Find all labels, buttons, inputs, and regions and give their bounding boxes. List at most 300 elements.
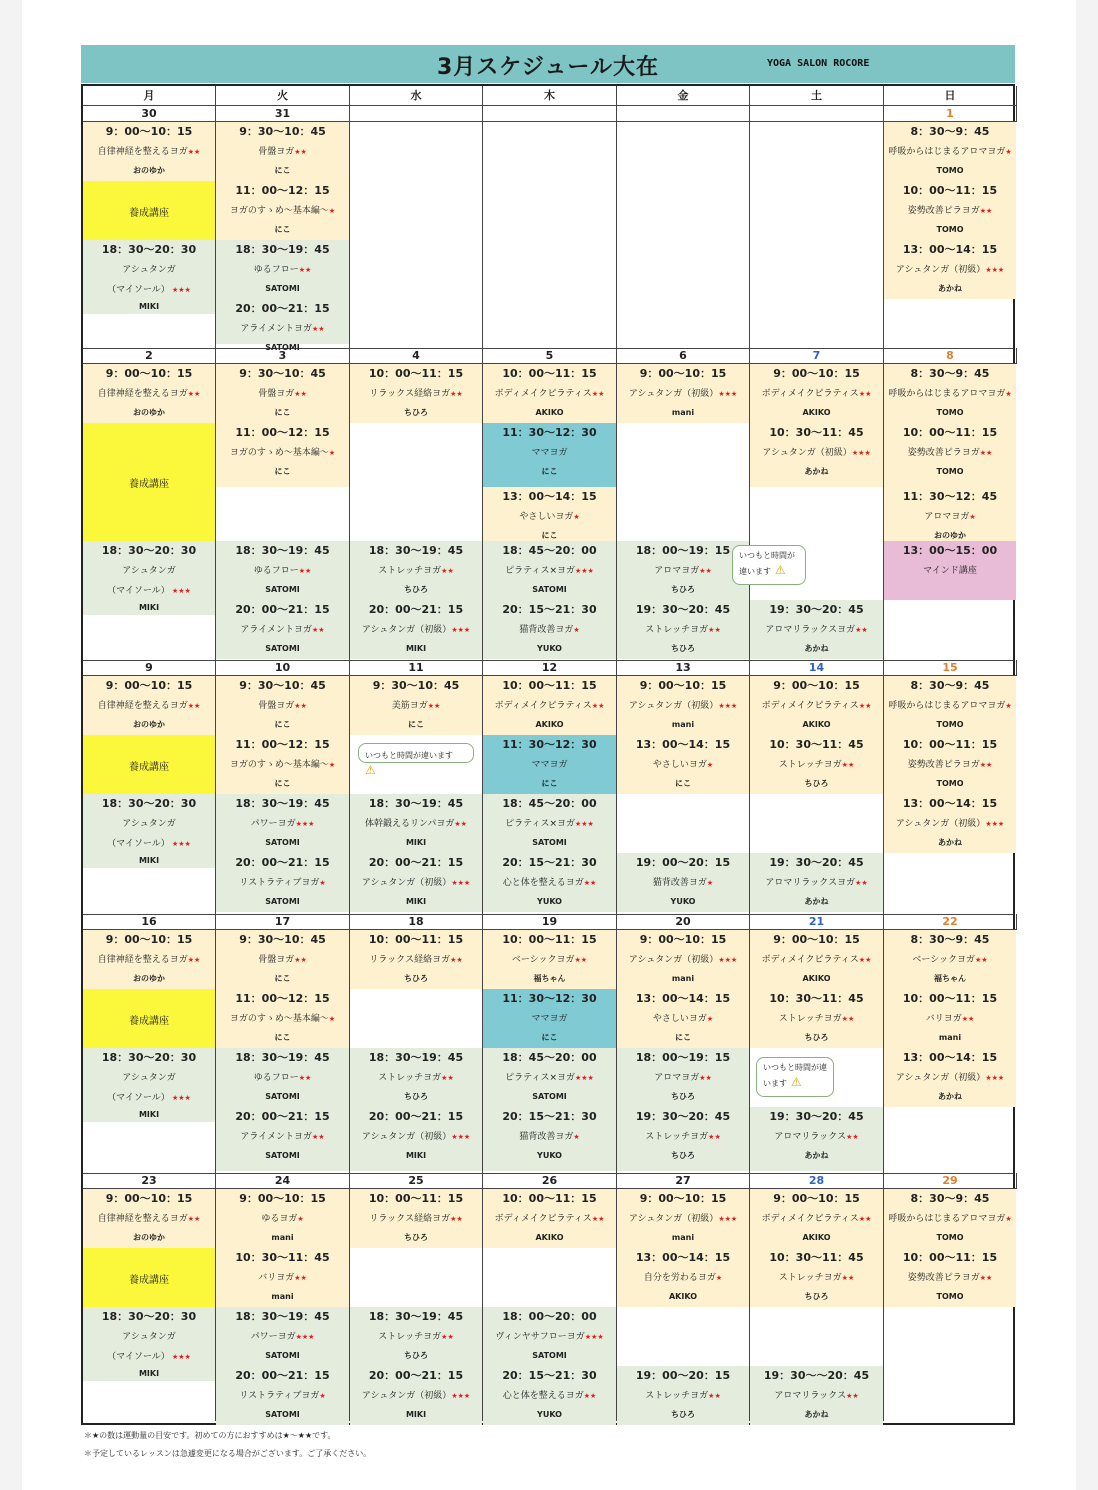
class-time: 18：30〜19：45: [235, 1310, 330, 1323]
mind-course-block[interactable]: [884, 541, 1016, 600]
class-block[interactable]: [617, 735, 749, 794]
class-block[interactable]: [83, 122, 215, 181]
class-title: ゆるフロー: [253, 1073, 299, 1083]
class-block[interactable]: [216, 930, 349, 989]
class-time: 18：00〜20：00: [502, 1310, 597, 1323]
class-time: 20：15〜21：30: [502, 603, 597, 616]
class-time: 13：00〜14：15: [902, 797, 998, 810]
class-name: [350, 620, 482, 640]
schedule-change-callout: [732, 545, 806, 585]
class-block[interactable]: [483, 930, 616, 989]
class-block[interactable]: [884, 794, 1016, 853]
class-time: 8：30〜9：45: [910, 125, 990, 138]
class-block[interactable]: [617, 853, 749, 912]
class-name: [884, 1268, 1016, 1288]
class-block[interactable]: [617, 1366, 749, 1425]
intensity-stars: ★: [715, 1274, 723, 1282]
class-block[interactable]: [216, 1048, 349, 1171]
class-block[interactable]: [750, 735, 883, 794]
class-title: やさしいヨガ: [652, 760, 707, 770]
class-block[interactable]: [350, 364, 482, 423]
class-block[interactable]: [884, 122, 1016, 181]
intensity-stars: ★: [297, 1215, 304, 1223]
class-title: 骨盤ヨガ: [258, 147, 295, 157]
intensity-stars: ★★: [294, 702, 307, 710]
schedule-grid: [81, 84, 1015, 1425]
class-time: 11：00〜12：15: [235, 184, 330, 197]
class-time: 10：00〜11：15: [502, 933, 597, 946]
intensity-stars: ★★★: [718, 1215, 738, 1223]
class-block[interactable]: [216, 181, 349, 240]
class-name: [216, 319, 349, 339]
column-divider: [482, 106, 483, 348]
class-block[interactable]: [350, 541, 482, 659]
class-block[interactable]: [483, 989, 616, 1048]
class-title: ベーシックヨガ: [511, 955, 575, 965]
class-time: 9：00〜10：15: [639, 367, 727, 380]
class-block[interactable]: [617, 676, 749, 735]
class-block[interactable]: [617, 930, 749, 989]
class-block[interactable]: [216, 735, 349, 794]
class-title: アロマリラックスヨガ: [765, 878, 856, 888]
instructor-name: にこ: [675, 1033, 691, 1042]
intensity-stars: ★★: [846, 1392, 859, 1400]
intensity-stars: ★★: [708, 1133, 721, 1141]
class-title: パワーヨガ: [250, 1332, 296, 1342]
weekday-header: 土: [750, 86, 884, 106]
instructor-name: ちひろ: [671, 1151, 695, 1160]
class-block[interactable]: [884, 1248, 1016, 1307]
class-name: [884, 142, 1016, 162]
column-divider: [349, 106, 350, 348]
date-number: 26: [483, 1173, 617, 1189]
class-block[interactable]: [884, 930, 1016, 989]
class-name: [884, 755, 1016, 775]
instructor-name: AKIKO: [802, 1233, 831, 1242]
class-title: 呼吸からはじまるアロマヨガ: [888, 701, 1006, 711]
class-time: 19：30〜20：45: [769, 856, 864, 869]
training-course-block[interactable]: [83, 423, 215, 541]
class-block[interactable]: [350, 1307, 482, 1425]
intensity-stars: ★: [328, 761, 336, 769]
class-block[interactable]: [83, 1048, 215, 1122]
instructor-name: MIKI: [138, 856, 160, 865]
class-title: ママヨガ: [531, 448, 568, 458]
class-name: [617, 755, 749, 775]
class-name: [216, 443, 349, 463]
class-block[interactable]: [617, 364, 749, 423]
class-name: [483, 1068, 616, 1088]
instructor-name: ちひろ: [404, 1092, 428, 1101]
date-number: 28: [750, 1173, 884, 1189]
training-course-block[interactable]: [83, 1248, 215, 1307]
class-name: [483, 873, 616, 893]
class-title: 骨盤ヨガ: [258, 389, 295, 399]
class-title: ストレッチヨガ: [645, 625, 709, 635]
intensity-stars: ★: [1005, 702, 1012, 710]
class-block[interactable]: [884, 181, 1016, 240]
class-time: 20：15〜21：30: [502, 1110, 597, 1123]
intensity-stars: ★: [1005, 148, 1012, 156]
instructor-name: あかね: [804, 467, 829, 476]
class-time: 11：30〜12：30: [502, 738, 597, 751]
schedule-change-callout: [756, 1057, 834, 1097]
instructor-name: MIKI: [138, 603, 160, 612]
training-course-block[interactable]: [83, 181, 215, 240]
class-time: 10：00〜11：15: [902, 1251, 998, 1264]
instructor-name: あかね: [938, 284, 962, 293]
class-block[interactable]: [750, 1248, 883, 1307]
intensity-stars: ★★: [187, 148, 201, 156]
intensity-stars: ★★: [294, 1274, 307, 1282]
weekday-header: 火: [216, 86, 350, 106]
date-number: 14: [750, 660, 884, 676]
instructor-name: ちひろ: [404, 1351, 428, 1360]
class-title: 猫背改善ヨガ: [519, 625, 574, 635]
class-time: 9：30〜10：45: [239, 933, 326, 946]
class-name: [483, 620, 616, 640]
class-block[interactable]: [483, 676, 616, 735]
instructor-name: mani: [938, 1033, 962, 1042]
class-title: 骨盤ヨガ: [258, 701, 295, 711]
intensity-stars: ★★: [858, 1215, 872, 1223]
class-name: [216, 1127, 349, 1147]
class-block[interactable]: [83, 1189, 215, 1248]
class-block[interactable]: [750, 364, 883, 423]
class-title: 呼吸からはじまるアロマヨガ: [888, 389, 1006, 399]
class-time: 18：30〜20：30: [101, 243, 197, 256]
class-block[interactable]: [750, 1366, 883, 1425]
class-block[interactable]: [884, 240, 1016, 299]
instructor-name: ちひろ: [804, 779, 829, 788]
class-title: ゆるフロー: [253, 566, 299, 576]
class-block[interactable]: [350, 1189, 482, 1248]
training-course-block[interactable]: [83, 989, 215, 1048]
class-title: 美筋ヨガ: [391, 701, 428, 711]
class-title: やさしいヨガ: [519, 512, 574, 522]
intensity-stars: ★★: [583, 1392, 597, 1400]
class-block[interactable]: [483, 487, 616, 541]
class-block[interactable]: [483, 794, 616, 912]
class-time: 18：00〜19：15: [635, 1051, 731, 1064]
class-title: ボディメイクピラティス: [761, 701, 859, 711]
intensity-stars: ★★: [187, 702, 201, 710]
class-title: ストレッチヨガ: [378, 1332, 442, 1342]
class-time: 19：30〜20：45: [635, 1110, 731, 1123]
class-block[interactable]: [216, 541, 349, 659]
date-number: 9: [83, 660, 216, 676]
class-time: 13：00〜14：15: [902, 1051, 998, 1064]
training-course-block[interactable]: [83, 735, 215, 794]
instructor-name: AKIKO: [535, 1233, 564, 1242]
class-title: （マイソール）: [107, 1352, 170, 1362]
title-bar: [81, 45, 1015, 83]
class-block[interactable]: [617, 1189, 749, 1248]
class-time: 10：00〜11：15: [502, 679, 597, 692]
class-block[interactable]: [483, 1307, 616, 1425]
warning-icon: ⚠: [365, 763, 376, 777]
class-block[interactable]: [216, 1248, 349, 1307]
class-name: [750, 1386, 883, 1406]
class-name: [83, 1347, 215, 1367]
class-name: [884, 201, 1016, 221]
class-block[interactable]: [350, 676, 482, 735]
class-name: [617, 1209, 749, 1229]
class-title: 心と体を整えるヨガ: [502, 878, 584, 888]
class-name: [884, 814, 1016, 834]
instructor-name: MIKI: [405, 897, 427, 906]
class-time: 9：00〜10：15: [105, 679, 193, 692]
class-name: [350, 696, 482, 716]
class-title: ストレッチヨガ: [645, 1132, 709, 1142]
class-block[interactable]: [884, 423, 1016, 487]
instructor-name: ちひろ: [671, 1410, 695, 1419]
class-block[interactable]: [83, 794, 215, 868]
class-name: [617, 1386, 749, 1406]
intensity-stars: ★★★: [451, 1392, 471, 1400]
class-block[interactable]: [216, 794, 349, 912]
class-time: 9：00〜10：15: [105, 1192, 193, 1205]
instructor-name: MIKI: [405, 644, 427, 653]
class-name: [350, 1209, 482, 1229]
date-number: 15: [884, 660, 1017, 676]
class-name: [750, 950, 883, 970]
class-name: [216, 755, 349, 775]
class-name: [750, 1268, 883, 1288]
intensity-stars: ★★: [979, 761, 993, 769]
instructor-name: おのゆか: [133, 166, 165, 175]
weekday-header: 月: [83, 86, 216, 106]
intensity-stars: ★★★: [451, 879, 471, 887]
intensity-stars: ★: [328, 449, 336, 457]
footnote-2: ＊予定しているレッスンは急遽変更になる場合がございます。ご了承ください。: [84, 1449, 372, 1458]
class-title: アシュタンガ（初級）: [628, 1214, 719, 1224]
instructor-name: SATOMI: [265, 1410, 300, 1419]
class-title: ストレッチヨガ: [778, 1273, 842, 1283]
class-title: 自律神経を整えるヨガ: [97, 701, 188, 711]
class-title: ボディメイクピラティス: [761, 955, 859, 965]
class-block[interactable]: [884, 1048, 1016, 1107]
weekday-header: 日: [884, 86, 1017, 106]
class-block[interactable]: [483, 364, 616, 423]
class-block[interactable]: [750, 930, 883, 989]
class-title: バリヨガ: [258, 1273, 295, 1283]
class-name: [750, 620, 883, 640]
class-time: 8：30〜9：45: [910, 367, 990, 380]
class-block[interactable]: [884, 364, 1016, 423]
class-block[interactable]: [750, 989, 883, 1048]
class-block[interactable]: [83, 364, 215, 423]
instructor-name: SATOMI: [532, 585, 567, 594]
instructor-name: AKIKO: [802, 974, 831, 983]
instructor-name: TOMO: [936, 408, 964, 417]
class-time: 10：30〜11：45: [235, 1251, 330, 1264]
class-block[interactable]: [83, 1307, 215, 1381]
instructor-name: あかね: [938, 1092, 962, 1101]
instructor-name: SATOMI: [265, 644, 300, 653]
date-number: 5: [483, 348, 617, 364]
class-block[interactable]: [617, 541, 749, 659]
class-block[interactable]: [483, 735, 616, 794]
class-block[interactable]: [216, 423, 349, 487]
class-title: 姿勢改善ピラヨガ: [907, 448, 980, 458]
class-time: 11：00〜12：15: [235, 738, 330, 751]
class-block[interactable]: [83, 240, 215, 314]
date-number: 30: [83, 106, 216, 122]
class-time: 8：30〜9：45: [910, 679, 990, 692]
class-time: 10：00〜11：15: [902, 426, 998, 439]
column-divider: [749, 106, 750, 348]
class-block[interactable]: [483, 1189, 616, 1248]
class-time: 9：00〜10：15: [773, 1192, 860, 1205]
class-time: 19：30〜〜20：45: [763, 1369, 870, 1382]
class-block[interactable]: [750, 853, 883, 912]
class-block[interactable]: [216, 364, 349, 423]
class-time: 10：30〜11：45: [769, 992, 864, 1005]
class-block[interactable]: [750, 1107, 883, 1171]
intensity-stars: ★★: [855, 879, 868, 887]
class-title: パワーヨガ: [250, 819, 296, 829]
class-block[interactable]: [83, 541, 215, 615]
class-block[interactable]: [884, 989, 1016, 1048]
class-title: リラックス経絡ヨガ: [369, 389, 451, 399]
class-title: 呼吸からはじまるアロマヨガ: [888, 1214, 1006, 1224]
intensity-stars: ★: [706, 1015, 714, 1023]
class-block[interactable]: [750, 423, 883, 487]
class-time: 20：00〜21：15: [235, 1369, 330, 1382]
class-title: 自律神経を整えるヨガ: [97, 1214, 188, 1224]
class-block[interactable]: [750, 600, 883, 659]
class-block[interactable]: [83, 676, 215, 735]
intensity-stars: ★★: [450, 1215, 463, 1223]
intensity-stars: ★★: [312, 1133, 325, 1141]
instructor-name: YUKO: [537, 897, 562, 906]
intensity-stars: ★★: [298, 266, 312, 274]
class-block[interactable]: [350, 1048, 482, 1171]
class-name: [617, 1009, 749, 1029]
class-block[interactable]: [216, 122, 349, 181]
instructor-name: SATOMI: [265, 343, 300, 352]
class-name: [483, 950, 616, 970]
class-name: [483, 755, 616, 775]
class-title: ボディメイクピラティス: [761, 389, 859, 399]
class-title: アライメントヨガ: [240, 1132, 313, 1142]
class-block[interactable]: [216, 240, 349, 352]
instructor-name: 福ちゃん: [533, 974, 566, 983]
class-block[interactable]: [617, 1248, 749, 1307]
class-block[interactable]: [350, 930, 482, 989]
callout-text: いつもと時間が違います: [739, 551, 795, 576]
instructor-name: MIKI: [405, 1151, 427, 1160]
intensity-stars: ★★: [312, 626, 325, 634]
class-title: ヴィンヤサフローヨガ: [495, 1332, 585, 1342]
date-number: 2: [83, 348, 216, 364]
class-time: 18：30〜19：45: [368, 1051, 464, 1064]
class-name: [83, 1088, 215, 1108]
class-block[interactable]: [83, 930, 215, 989]
class-block[interactable]: [216, 676, 349, 735]
class-block[interactable]: [483, 1048, 616, 1171]
class-block[interactable]: [617, 1048, 749, 1171]
class-name: マインド講座: [923, 566, 977, 576]
class-time: 18：30〜19：45: [368, 797, 464, 810]
class-time: 9：00〜10：15: [773, 679, 860, 692]
class-name: [83, 834, 215, 854]
class-time: 19：30〜20：45: [635, 603, 731, 616]
intensity-stars: ★: [706, 879, 714, 887]
date-number: 19: [483, 914, 617, 930]
class-title: （マイソール）: [107, 839, 170, 849]
instructor-name: SATOMI: [532, 1092, 567, 1101]
instructor-name: おのゆか: [133, 408, 165, 417]
class-block[interactable]: [617, 989, 749, 1048]
class-time: 19：00〜20：15: [635, 856, 731, 869]
class-block[interactable]: [483, 423, 616, 487]
class-title: バリヨガ: [925, 1014, 962, 1024]
class-time: 9：00〜10：15: [639, 1192, 727, 1205]
class-block[interactable]: [216, 1189, 349, 1248]
class-name: [216, 201, 349, 221]
class-name: [884, 1009, 1016, 1029]
class-time: 20：00〜21：15: [368, 856, 464, 869]
course-label: 養成講座: [129, 761, 169, 773]
instructor-name: mani: [671, 720, 695, 729]
class-name: [750, 755, 883, 775]
class-time: 9：00〜10：15: [773, 367, 860, 380]
class-block[interactable]: [350, 794, 482, 912]
instructor-name: SATOMI: [532, 1351, 567, 1360]
class-block[interactable]: [750, 1189, 883, 1248]
intensity-stars: ★★: [187, 956, 201, 964]
instructor-name: SATOMI: [265, 838, 300, 847]
date-number: 17: [216, 914, 350, 930]
class-name: [216, 260, 349, 280]
class-time: 19：30〜20：45: [769, 1110, 864, 1123]
instructor-name: あかね: [804, 1151, 829, 1160]
class-time: 9：00〜10：15: [105, 367, 193, 380]
class-name: [83, 142, 215, 162]
class-time: 13：00〜15：00: [902, 544, 998, 557]
intensity-stars: ★★: [187, 1215, 201, 1223]
class-block[interactable]: [884, 1189, 1016, 1248]
class-block[interactable]: [884, 487, 1016, 541]
date-number: 13: [617, 660, 750, 676]
class-name: [350, 950, 482, 970]
intensity-stars: ★: [573, 1133, 580, 1141]
class-name: [350, 1386, 482, 1406]
class-time: 10：30〜11：45: [769, 1251, 864, 1264]
class-block[interactable]: [884, 676, 1016, 735]
class-block[interactable]: [216, 1307, 349, 1425]
class-block[interactable]: [483, 541, 616, 659]
intensity-stars: ★★★: [451, 1133, 471, 1141]
class-time: 9：30〜10：45: [239, 367, 326, 380]
class-name: [83, 581, 215, 601]
class-block[interactable]: [216, 989, 349, 1048]
class-time: 10：00〜11：15: [368, 1192, 464, 1205]
class-time: 11：00〜12：15: [235, 426, 330, 439]
class-block[interactable]: [884, 735, 1016, 794]
date-number: 1: [884, 106, 1017, 122]
class-title: アシュタンガ（初級）: [361, 1391, 452, 1401]
intensity-stars: ★: [319, 879, 326, 887]
class-name: [750, 1127, 883, 1147]
class-block[interactable]: [750, 676, 883, 735]
intensity-stars: ★: [573, 513, 580, 521]
class-name: アシュタンガ: [122, 265, 176, 275]
intensity-stars: ★★: [450, 956, 463, 964]
class-time: 9：30〜10：45: [239, 125, 326, 138]
